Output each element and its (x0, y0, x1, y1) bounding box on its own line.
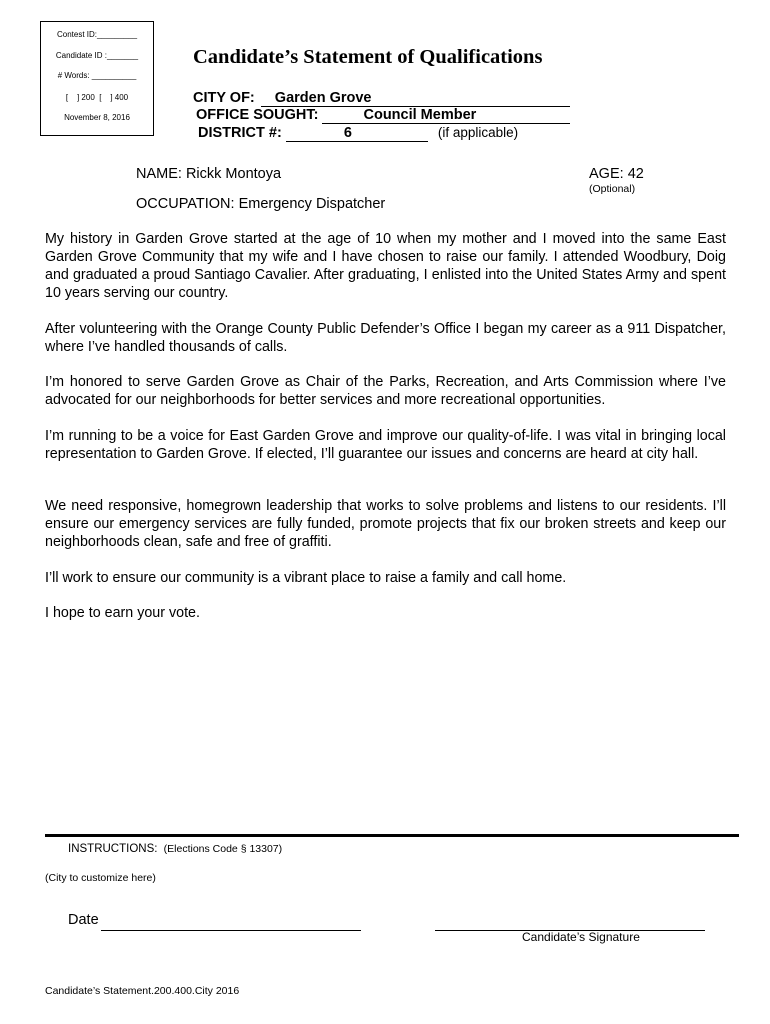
signature-line[interactable] (435, 916, 705, 931)
statement-paragraph-4: I’m running to be a voice for East Garden Grove and improve our quality-of-life. I was vital in bringing local representation to Garden Grove. If elected, I’ll guarantee our issues and concerns are heard at city hall. (45, 428, 726, 462)
occupation-value: Emergency Dispatcher (238, 196, 386, 212)
instructions-row (68, 843, 282, 855)
age-value: 42 (627, 166, 644, 182)
statement-paragraph-6: I’ll work to ensure our community is a vibrant place to raise a family and call home. (45, 570, 567, 586)
section-divider (45, 834, 739, 837)
age-optional-note: (Optional) (589, 183, 636, 195)
date-label: Date (68, 912, 99, 928)
contest-id-field: Contest ID:_________ (56, 30, 138, 39)
city-row (193, 90, 570, 107)
city-customize-note: (City to customize here) (45, 872, 156, 884)
word-count-field: # Words: __________ (57, 71, 137, 80)
page-title: Candidate’s Statement of Qualifications (193, 46, 543, 68)
age-row (589, 166, 644, 182)
election-date: November 8, 2016 (64, 113, 130, 122)
name-row (136, 166, 281, 182)
district-row (198, 125, 518, 142)
statement-paragraph-1: My history in Garden Grove started at the age of 10 when my mother and I moved into the same East Garden Grove Community that my wife and I have chosen to raise our family. I attended Woodbury, Doig and graduated a proud Santiago Cavalier. After graduating, I enlisted into the United States Army and spent 10 years serving our country. (45, 231, 726, 301)
date-line[interactable] (101, 916, 361, 931)
form-footer: Candidate’s Statement.200.400.City 2016 (45, 985, 240, 997)
statement-paragraph-5: We need responsive, homegrown leadership that works to solve problems and listens to our residents. I’ll ensure our emergency services are fully funded, promote projects that fix our broken streets and keep our neighborhoods clean, safe and free of graffiti. (45, 498, 726, 550)
statement-paragraph-3: I’m honored to serve Garden Grove as Chair of the Parks, Recreation, and Arts Commission where I’ve advocated for our neighborhoods for better services and more recreational opportunities. (45, 374, 726, 408)
office-underline (322, 107, 570, 124)
city-value: Garden Grove (274, 90, 372, 106)
id-box (40, 21, 154, 136)
name-value: Rickk Montoya (185, 166, 282, 182)
occupation-label: OCCUPATION: (136, 196, 235, 212)
city-label: CITY OF: (193, 90, 255, 106)
age-label: AGE: (589, 166, 624, 182)
district-note: (if applicable) (437, 125, 519, 140)
statement-paragraph-7: I hope to earn your vote. (45, 605, 200, 621)
elections-code: (Elections Code § 13307) (163, 843, 283, 855)
office-label: OFFICE SOUGHT: (196, 107, 319, 123)
office-row (196, 107, 570, 124)
name-label: NAME: (136, 166, 182, 182)
candidate-id-field: Candidate ID :_______ (55, 51, 139, 60)
occupation-row (136, 196, 385, 212)
city-underline (261, 90, 570, 107)
district-value: 6 (343, 125, 352, 141)
word-limit-options: [ ] 200 [ ] 400 (65, 93, 129, 102)
instructions-label: INSTRUCTIONS: (68, 843, 158, 855)
district-label: DISTRICT #: (198, 125, 282, 141)
signature-label: Candidate’s Signature (522, 930, 640, 944)
office-value: Council Member (363, 107, 477, 123)
district-underline (286, 125, 428, 142)
statement-paragraph-2: After volunteering with the Orange County Public Defender’s Office I began my career as a 911 Dispatcher, where I’ve handled thousands of calls. (45, 321, 726, 355)
